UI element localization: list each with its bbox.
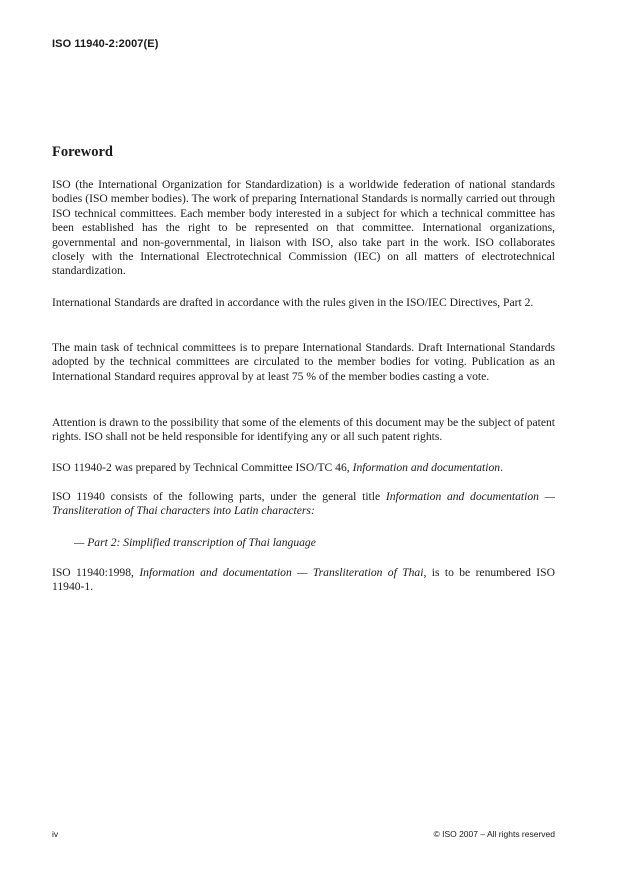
section-title-foreword: Foreword <box>52 144 113 160</box>
paragraph-patent-rights: Attention is drawn to the possibility that some of the elements of this document may be the subject of patent rights. ISO shall not be held responsible for identifying any or all such patent rights. <box>52 416 555 444</box>
paragraph-iso-overview: ISO (the International Organization for Standardization) is a worldwide federation of national standards bodies (ISO member bodies). The work of preparing International Standards is normally carried out through ISO technical committees. Each member body interested in a subject for which a technical committee has been established has the right to be represented on that committee. International organizations, governmental and non-governmental, in liaison with ISO, also take part in the work. ISO collaborates closely with the International Electrotechnical Commission (IEC) on all matters of electrotechnical standardization. <box>52 178 555 278</box>
copyright-notice: © ISO 2007 – All rights reserved <box>433 829 555 839</box>
page-number: iv <box>52 829 59 839</box>
renumbered-lead: ISO 11940:1998, <box>52 566 140 579</box>
paragraph-parts <box>52 490 555 519</box>
list-item-part-2: — Part 2: Simplified transcription of Thai language <box>74 536 316 549</box>
paragraph-prepared-by <box>52 461 555 475</box>
prepared-by-tail: . <box>500 461 503 474</box>
renumbered-title: Information and documentation — Transliteration of Thai <box>139 566 424 579</box>
parts-lead: ISO 11940 consists of the following parts, under the general title <box>52 490 386 503</box>
general-title: Information and documentation — Transliteration of Thai characters into Latin characters: <box>52 490 555 518</box>
committee-title: Information and documentation <box>352 461 501 474</box>
paragraph-directives: International Standards are drafted in accordance with the rules given in the ISO/IEC Directives, Part 2. <box>52 296 534 309</box>
prepared-by-lead: ISO 11940-2 was prepared by Technical Committee ISO/TC 46, <box>52 461 353 474</box>
document-id-header: ISO 11940-2:2007(E) <box>52 38 159 50</box>
paragraph-renumbered <box>52 566 555 595</box>
paragraph-technical-committees: The main task of technical committees is to prepare International Standards. Draft International Standards adopted by the technical committees are circulated to the member bodies for voting. Publication as an International Standard requires approval by at least 75 % of the member bodies casting a vote. <box>52 341 555 383</box>
renumbered-tail: , is to be renumbered ISO 11940-1. <box>52 566 555 594</box>
